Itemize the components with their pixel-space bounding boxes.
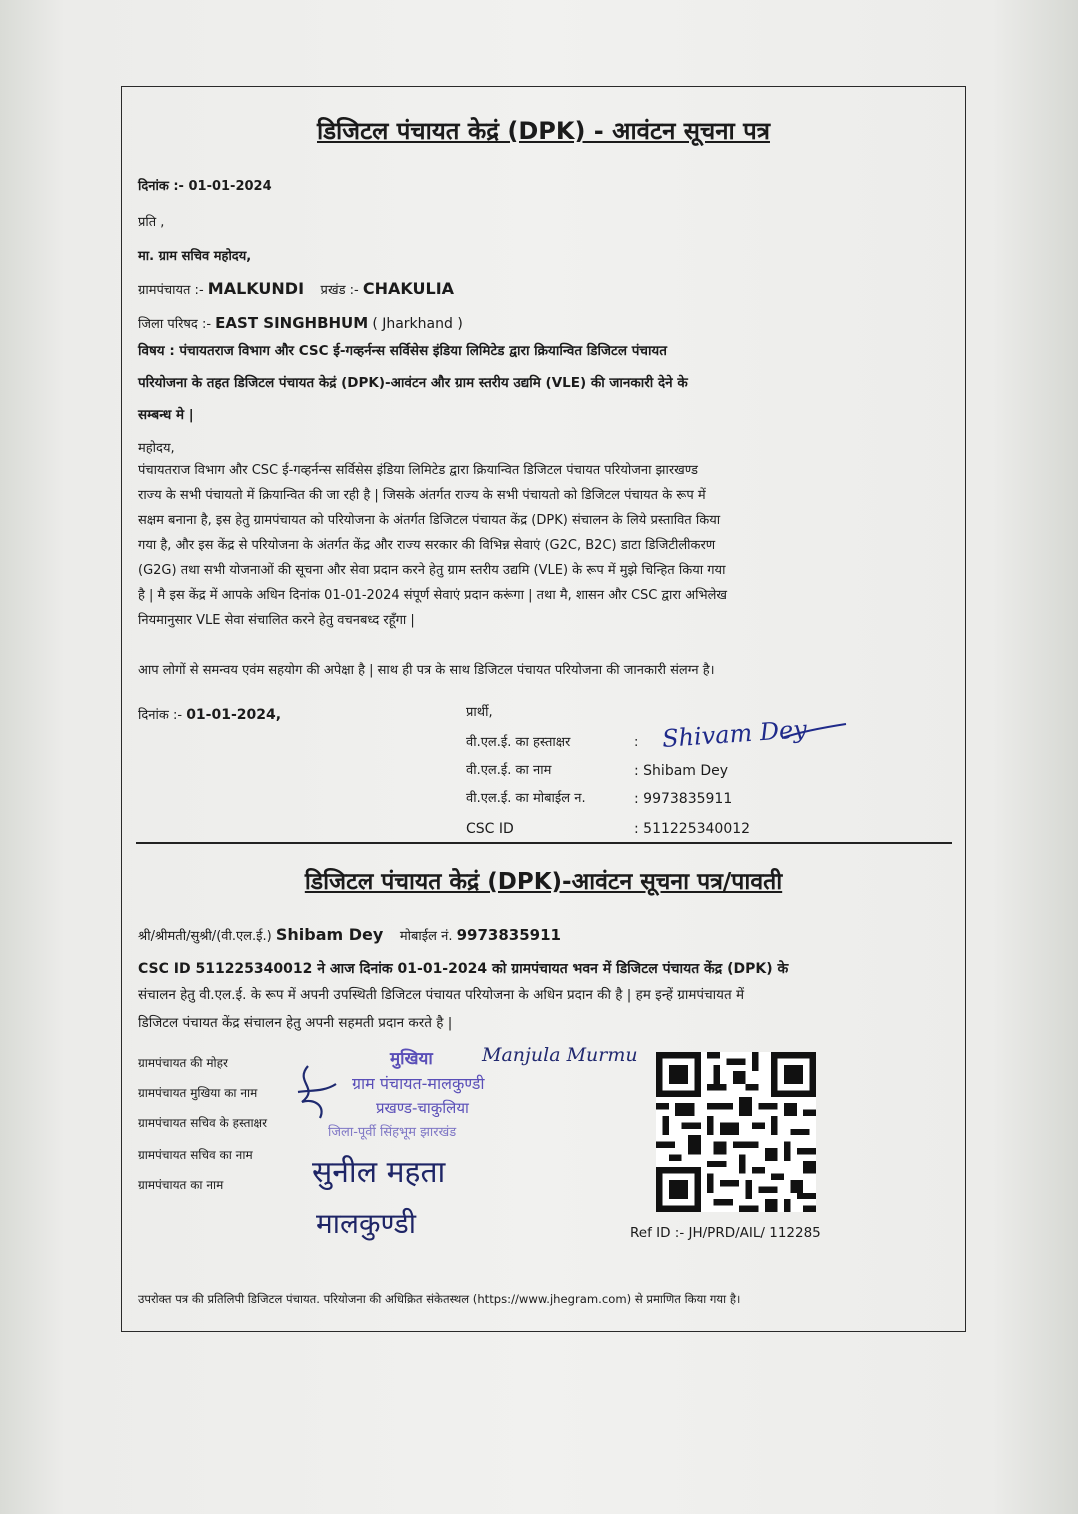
subject-line-3: सम्बन्ध मे |	[138, 407, 194, 423]
vle-row-value: : 511225340012	[634, 821, 751, 837]
body-line: नियमानुसार VLE सेवा संचालित करने हेतु वचनबध्द रहूँगा |	[138, 613, 415, 628]
gp-row-label: ग्रामपंचायत का नाम	[138, 1178, 224, 1192]
gp-row-label: ग्रामपंचायत सचिव का नाम	[138, 1148, 253, 1162]
prati-text: प्रति ,	[138, 215, 165, 230]
body-line: आप लोगों से समन्वय एवंम सहयोग की अपेक्षा है | साथ ही पत्र के साथ डिजिटल पंचायत परियोजना की जानकारी संलग्न है।	[138, 663, 715, 678]
gp-line	[138, 280, 454, 300]
receipt-mobile: 9973835911	[456, 926, 561, 944]
state-value: ( Jharkhand )	[372, 316, 463, 332]
block-value: CHAKULIA	[362, 279, 455, 298]
vle-signature: Shivam Dey	[661, 714, 808, 754]
stamp-line: मुखिया	[390, 1049, 433, 1069]
applicant-label: प्रार्थी,	[466, 705, 493, 720]
vle-row-value: :	[634, 735, 639, 750]
vle-row-value: : Shibam Dey	[634, 763, 729, 779]
section-divider	[136, 842, 952, 844]
subject-line-1: विषय : पंचायतराज विभाग और CSC ई-गव्हर्नन्स सर्विसेस इंडिया लिमिटेड द्वारा क्रियान्वित डिजिटल पंचायत	[138, 343, 667, 359]
receipt-title: डिजिटल पंचायत केद्रं (DPK)-आवंटन सूचना पत्र/पावती	[304, 869, 783, 895]
body-line: (G2G) तथा सभी योजनाओं की सूचना और सेवा प्रदान करने हेतु ग्राम स्तरीय उद्यमि (VLE) के रूप में मुझे चिन्हित किया गया	[138, 563, 726, 578]
mukhiya-signature: Manjula Murmu	[482, 1044, 638, 1066]
block-label: प्रखंड :-	[320, 283, 359, 298]
body-line: राज्य के सभी पंचायतो में क्रियान्वित की जा रही है | जिसके अंतर्गत राज्य के सभी पंचायतो को डिजिटल पंचायत के रूप में	[138, 488, 706, 503]
qr-code	[656, 1052, 816, 1212]
gp-name-handwritten: मालकुण्डी	[316, 1207, 417, 1240]
sign-date-value: 01-01-2024,	[186, 707, 282, 723]
signature-flourish	[780, 722, 850, 742]
ref-id: Ref ID :- JH/PRD/AIL/ 112285	[630, 1225, 821, 1241]
letter-date: दिनांक :- 01-01-2024	[138, 179, 272, 194]
sign-date-label: दिनांक :-	[138, 708, 183, 723]
gp-row-label: ग्रामपंचायत सचिव के हस्ताक्षर	[138, 1116, 268, 1130]
vle-row-label: वी.एल.ई. का हस्ताक्षर	[466, 735, 571, 750]
vle-row-label: वी.एल.ई. का नाम	[466, 763, 552, 778]
body-line: गया है, और इस केंद्र से परियोजना के अंतर्गत केंद्र और राज्य सरकार की विभिन्न सेवाएं (G2C, B2C) डाटा डिजिटीलीकरण	[138, 538, 716, 553]
footer-note: उपरोक्त पत्र की प्रतिलिपी डिजिटल पंचायत. परियोजना की अधिक्रित संकेतस्थल (https://www.jhegram.com) से प्रमाणित किया गया है।	[138, 1292, 741, 1306]
receipt-line-2: संचालन हेतु वी.एल.ई. के रूप में अपनी उपस्थिती डिजिटल पंचायत परियोजना के अधिन प्रदान की है | हम इन्हें ग्रामपंचायत में	[138, 987, 745, 1003]
title-container	[121, 114, 966, 148]
receipt-line-3: डिजिटल पंचायत केंद्र संचालन हेतु अपनी सहमती प्रदान करते है |	[138, 1015, 453, 1031]
vle-row-value: : 9973835911	[634, 791, 733, 807]
receipt-name-line	[138, 926, 561, 946]
secretary-signature-scribble	[290, 1062, 350, 1122]
gp-row-label: ग्रामपंचायत मुखिया का नाम	[138, 1086, 258, 1100]
district-line	[138, 314, 463, 334]
subject-line-2: परियोजना के तहत डिजिटल पंचायत केद्रं (DPK)-आवंटन और ग्राम स्तरीय उद्यमि (VLE) की जानकारी देने के	[138, 375, 688, 391]
sign-date-line	[138, 706, 281, 725]
body-line: पंचायतराज विभाग और CSC ई-गव्हर्नन्स सर्विसेस इंडिया लिमिटेड द्वारा क्रियान्वित डिजिटल पंचायत परियोजना झारखण्ड	[138, 463, 698, 478]
receipt-mobile-label: मोबाईल नं.	[399, 929, 453, 944]
receipt-prefix: श्री/श्रीमती/सुश्री/(वी.एल.ई.)	[138, 929, 272, 944]
vle-row-label: CSC ID	[466, 821, 514, 837]
gp-value: MALKUNDI	[207, 279, 305, 298]
vle-row-label: वी.एल.ई. का मोबाईल न.	[466, 791, 586, 806]
stamp-line: प्रखण्ड-चाकुलिया	[376, 1099, 469, 1117]
salutation: महोदय,	[138, 441, 175, 456]
addressee: मा. ग्राम सचिव महोदय,	[138, 249, 252, 264]
receipt-line-1: CSC ID 511225340012 ने आज दिनांक 01-01-2024 को ग्रामपंचायत भवन में डिजिटल पंचायत केंद्र (DPK) के	[138, 961, 789, 977]
letter-title: डिजिटल पंचायत केद्रं (DPK) - आवंटन सूचना पत्र	[317, 117, 770, 145]
district-value: EAST SINGHBHUM	[215, 314, 369, 332]
gp-row-label: ग्रामपंचायत की मोहर	[138, 1056, 228, 1070]
body-line: है | मै इस केंद्र में आपके अधिन दिनांक 01-01-2024 संपूर्ण सेवाएं प्रदान करूंगा | तथा मै, शासन और CSC द्वारा अभिलेख	[138, 588, 728, 603]
receipt-name: Shibam Dey	[275, 925, 384, 944]
stamp-line: जिला-पूर्वी सिंहभूम झारखंड	[328, 1125, 457, 1140]
title2-container	[121, 864, 966, 898]
district-label: जिला परिषद :-	[138, 317, 212, 332]
stamp-line: ग्राम पंचायत-मालकुण्डी	[352, 1074, 485, 1093]
secretary-name-handwritten: सुनील महता	[312, 1155, 446, 1190]
gp-label: ग्रामपंचायत :-	[138, 283, 204, 298]
body-line: सक्षम बनाना है, इस हेतु ग्रामपंचायत को परियोजना के अंतर्गत डिजिटल पंचायत केंद्र (DPK) संचालन के लिये प्रस्तावित किया	[138, 513, 721, 528]
